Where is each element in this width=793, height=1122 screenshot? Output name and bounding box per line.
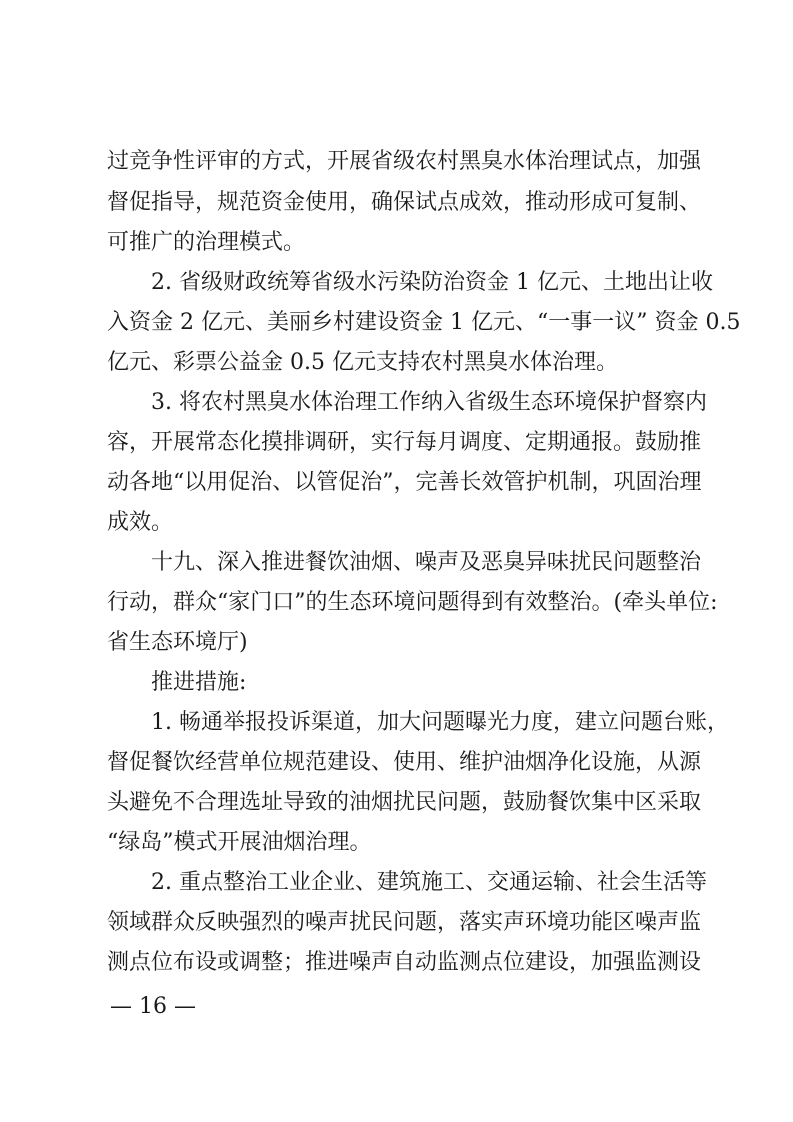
paragraph-line: 亿元、彩票公益金 0.5 亿元支持农村黑臭水体治理。	[107, 350, 618, 375]
measures-label: 推进措施:	[151, 670, 247, 695]
paragraph-line: 测点位布设或调整；推进噪声自动监测点位建设，加强监测设	[107, 950, 702, 975]
paragraph-line: 领域群众反映强烈的噪声扰民问题，落实声环境功能区噪声监	[107, 910, 702, 935]
paragraph-line: 头避免不合理选址导致的油烟扰民问题，鼓励餐饮集中区采取	[107, 790, 702, 815]
paragraph-line: 督促餐饮经营单位规范建设、使用、维护油烟净化设施，从源	[107, 750, 702, 775]
paragraph-line: 2. 省级财政统筹省级水污染防治资金 1 亿元、土地出让收	[151, 270, 713, 295]
section-heading-line: 行动，群众“家门口”的生态环境问题得到有效整治。(牵头单位:	[107, 590, 718, 615]
paragraph-line: 容，开展常态化摸排调研，实行每月调度、定期通报。鼓励推	[107, 430, 702, 455]
page-number: — 16 —	[110, 994, 196, 1019]
paragraph-line: 2. 重点整治工业企业、建筑施工、交通运输、社会生活等	[151, 870, 707, 895]
paragraph-line: 动各地“以用促治、以管促治”，完善长效管护机制，巩固治理	[107, 470, 702, 495]
section-heading-line: 省生态环境厅)	[107, 630, 248, 655]
paragraph-line: 可推广的治理模式。	[107, 230, 306, 255]
section-heading-line: 十九、深入推进餐饮油烟、噪声及恶臭异味扰民问题整治	[151, 550, 702, 575]
paragraph-line: 过竞争性评审的方式，开展省级农村黑臭水体治理试点，加强	[107, 149, 702, 174]
paragraph-line: 成效。	[107, 510, 174, 535]
paragraph-line: “绿岛”模式开展油烟治理。	[107, 830, 372, 855]
paragraph-line: 入资金 2 亿元、美丽乡村建设资金 1 亿元、“一事一议” 资金 0.5	[107, 310, 741, 335]
paragraph-line: 1. 畅通举报投诉渠道，加大问题曝光力度，建立问题台账，	[151, 710, 729, 735]
paragraph-line: 督促指导，规范资金使用，确保试点成效，推动形成可复制、	[107, 190, 702, 215]
paragraph-line: 3. 将农村黑臭水体治理工作纳入省级生态环境保护督察内	[151, 390, 707, 415]
